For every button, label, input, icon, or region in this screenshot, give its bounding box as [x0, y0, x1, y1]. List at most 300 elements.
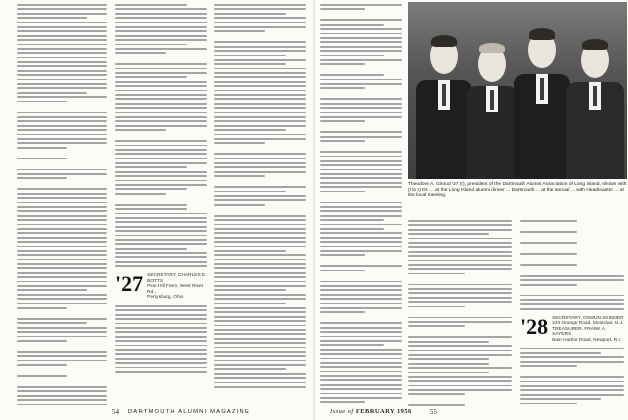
text-line — [17, 224, 107, 226]
text-line — [17, 65, 107, 67]
text-line — [214, 386, 306, 388]
text-line — [214, 347, 306, 349]
text-line — [17, 39, 107, 41]
text-line — [520, 284, 577, 286]
text-line — [320, 358, 402, 360]
text-line — [115, 309, 207, 311]
text-line — [214, 307, 306, 309]
text-line — [214, 94, 306, 96]
text-line — [408, 325, 465, 327]
text-line — [17, 92, 87, 94]
text-line — [320, 349, 402, 351]
text-line — [115, 145, 207, 147]
text-line — [17, 318, 107, 320]
text-line — [17, 215, 107, 217]
text-line — [115, 98, 207, 100]
text-line — [17, 228, 107, 230]
text-line — [17, 237, 107, 239]
text-line — [214, 303, 286, 305]
text-line — [320, 371, 402, 373]
text-line — [214, 129, 286, 131]
person-4 — [566, 36, 624, 179]
class-year: '28 — [520, 313, 549, 339]
text-line — [520, 242, 577, 244]
class-officers: SECRETARY, CHARLES E. BOTTS Pine Hill Farm, West River Rd., Perrysburg, Ohio — [147, 273, 207, 301]
text-line — [17, 116, 107, 118]
text-line — [320, 331, 402, 333]
text-line — [115, 226, 207, 228]
text-line — [17, 13, 107, 15]
text-line — [320, 112, 402, 114]
text-line — [214, 120, 306, 122]
text-line — [320, 228, 384, 230]
text-line — [320, 265, 402, 267]
text-line — [520, 385, 624, 387]
text-line — [520, 403, 577, 405]
text-line — [320, 353, 402, 355]
text-line — [17, 30, 107, 32]
text-line — [115, 162, 207, 164]
text-line — [115, 76, 187, 78]
text-line — [115, 153, 207, 155]
text-line — [115, 116, 207, 118]
text-line — [214, 162, 306, 164]
text-line — [320, 294, 402, 296]
text-line — [115, 349, 207, 351]
text-line — [115, 48, 207, 50]
text-line — [115, 362, 207, 364]
text-line — [17, 44, 107, 46]
text-line — [214, 55, 286, 57]
text-line — [320, 322, 402, 324]
text-line — [214, 351, 306, 353]
text-line — [408, 264, 512, 266]
text-line — [17, 177, 67, 179]
person-3 — [514, 24, 570, 179]
text-line — [115, 204, 187, 206]
text-line — [320, 340, 402, 342]
text-line — [17, 285, 107, 287]
text-line — [115, 35, 207, 37]
text-line — [408, 321, 512, 323]
text-line — [115, 125, 207, 127]
text-line — [320, 4, 402, 6]
text-line — [214, 112, 306, 114]
text-line — [17, 250, 107, 252]
text-line — [17, 298, 107, 300]
text-line — [115, 175, 207, 177]
text-line — [320, 246, 402, 248]
text-line — [408, 393, 465, 395]
text-line — [214, 186, 306, 188]
text-line — [214, 8, 306, 10]
text-line — [320, 241, 402, 243]
text-line — [214, 250, 286, 252]
text-line — [320, 169, 402, 171]
text-line — [320, 379, 402, 381]
text-line — [17, 303, 107, 305]
text-line — [214, 134, 306, 136]
text-line — [408, 273, 465, 275]
text-line — [214, 219, 306, 221]
text-line — [115, 336, 207, 338]
text-line — [17, 48, 107, 50]
text-line — [115, 44, 187, 46]
text-line — [320, 33, 402, 35]
text-line — [17, 79, 107, 81]
text-line — [17, 399, 107, 401]
page-number-right: 55 — [430, 408, 437, 416]
text-line — [214, 329, 306, 331]
text-line — [115, 39, 207, 41]
text-line — [115, 358, 207, 360]
text-line — [320, 219, 384, 221]
text-line — [408, 358, 489, 360]
text-line — [320, 136, 402, 138]
text-line — [214, 333, 306, 335]
text-line — [408, 297, 512, 299]
text-line — [214, 158, 306, 160]
text-line — [408, 233, 489, 235]
text-line — [115, 129, 166, 131]
text-line — [320, 151, 402, 153]
text-line — [214, 311, 306, 313]
text-line — [320, 202, 402, 204]
text-line — [17, 158, 67, 160]
text-line — [408, 363, 489, 365]
text-line — [17, 289, 87, 291]
text-line — [320, 87, 365, 89]
text-line — [214, 232, 306, 234]
text-line — [17, 138, 107, 140]
text-line — [408, 376, 512, 378]
text-line — [408, 350, 512, 352]
text-line — [115, 22, 207, 24]
text-line — [520, 376, 624, 378]
text-line — [115, 208, 187, 210]
text-line — [520, 253, 577, 255]
text-line — [408, 242, 512, 244]
text-line — [320, 393, 402, 395]
text-line — [320, 63, 365, 65]
text-line — [115, 265, 207, 267]
text-line — [520, 365, 577, 367]
text-line — [320, 83, 402, 85]
text-line — [115, 81, 207, 83]
text-line — [115, 140, 207, 142]
text-line — [520, 220, 577, 222]
text-line — [408, 301, 512, 303]
text-line — [214, 360, 306, 362]
text-line — [214, 281, 306, 283]
right-column-1 — [320, 4, 402, 406]
text-line — [17, 197, 107, 199]
text-line — [115, 367, 207, 369]
text-line — [214, 13, 286, 15]
text-line — [17, 259, 107, 261]
text-line — [115, 353, 207, 355]
text-line — [17, 246, 107, 248]
text-line — [214, 166, 306, 168]
text-line — [17, 4, 107, 6]
text-line — [17, 241, 107, 243]
text-line — [408, 306, 465, 308]
text-line — [320, 107, 402, 109]
text-line — [320, 50, 402, 52]
text-line — [17, 8, 107, 10]
text-line — [115, 72, 207, 74]
text-line — [17, 96, 107, 98]
text-line — [214, 175, 265, 177]
text-line — [214, 153, 306, 155]
text-line — [320, 362, 402, 364]
text-line — [17, 351, 107, 353]
text-line — [17, 206, 107, 208]
text-line — [115, 4, 187, 6]
text-line — [214, 294, 306, 296]
text-line — [320, 215, 402, 217]
text-line — [214, 4, 306, 6]
text-line — [520, 299, 624, 301]
text-line — [214, 285, 306, 287]
text-line — [17, 57, 107, 59]
text-line — [214, 267, 306, 269]
text-line — [115, 26, 207, 28]
text-line — [115, 120, 207, 122]
text-line — [17, 267, 107, 269]
text-line — [520, 295, 624, 297]
text-line — [320, 186, 402, 188]
text-line — [214, 316, 306, 318]
text-line — [17, 219, 107, 221]
text-line — [320, 98, 402, 100]
text-line — [17, 87, 107, 89]
class-officers: SECRETARY, OSMUN SKINNER 244 Orange Road, Montclair, N.J. TREASURER, FRANK A. SAYERS Bain Harbor Road, Newport, R.I. — [552, 315, 624, 344]
person-1 — [416, 32, 472, 179]
text-line — [17, 254, 107, 256]
text-line — [320, 224, 402, 226]
photo-caption: Theodore A. Giroud '27 (r), president of the Dartmouth Alumni Association of Long Island, shown with (l to r) Dr. ... at the Long Island alumni dinner ... Dartmouth ... at the annual ... with Headmaster ... at the local meeting. — [408, 182, 627, 199]
text-line — [115, 230, 207, 232]
text-line — [320, 289, 402, 291]
text-line — [408, 389, 512, 391]
text-line — [408, 345, 512, 347]
text-line — [214, 98, 306, 100]
text-line — [214, 85, 306, 87]
text-line — [320, 19, 402, 21]
text-line — [115, 13, 207, 15]
text-line — [115, 345, 207, 347]
text-line — [115, 158, 207, 160]
text-line — [408, 224, 512, 226]
text-line — [17, 307, 67, 309]
text-line — [408, 288, 512, 290]
text-line — [115, 340, 207, 342]
text-line — [520, 231, 577, 233]
text-line — [408, 246, 512, 248]
text-line — [408, 336, 512, 338]
text-line — [17, 404, 107, 406]
text-line — [320, 191, 365, 193]
issue-footer: Issue of FEBRUARY 1956 — [330, 408, 412, 415]
alumni-group-photo — [408, 2, 627, 179]
text-line — [320, 74, 384, 76]
text-line — [115, 256, 207, 258]
text-line — [115, 85, 207, 87]
text-line — [320, 366, 402, 368]
text-line — [214, 22, 306, 24]
text-line — [320, 336, 402, 338]
text-line — [320, 41, 402, 43]
text-line — [520, 264, 577, 266]
text-line — [115, 243, 207, 245]
text-line — [408, 238, 512, 240]
text-line — [320, 397, 402, 399]
text-line — [214, 342, 306, 344]
text-line — [17, 112, 107, 114]
text-line — [320, 120, 365, 122]
text-line — [320, 164, 402, 166]
text-line — [214, 259, 306, 261]
text-line — [520, 398, 601, 400]
text-line — [214, 382, 306, 384]
text-line — [17, 22, 107, 24]
text-line — [17, 272, 107, 274]
text-line — [115, 166, 187, 168]
text-line — [214, 191, 286, 193]
text-line — [17, 263, 107, 265]
text-line — [17, 395, 107, 397]
text-line — [17, 101, 67, 103]
page-number-left: 54 — [112, 408, 119, 416]
text-line — [214, 298, 306, 300]
text-line — [320, 55, 384, 57]
text-line — [214, 103, 306, 105]
text-line — [320, 254, 365, 256]
text-line — [115, 63, 207, 65]
text-line — [17, 386, 107, 388]
magazine-footer: DARTMOUTH ALUMNI MAGAZINE — [128, 409, 251, 415]
text-line — [214, 72, 306, 74]
class-year: '27 — [115, 271, 144, 297]
text-line — [320, 384, 402, 386]
text-line — [115, 52, 166, 54]
text-line — [320, 303, 402, 305]
text-line — [320, 173, 402, 175]
text-line — [520, 352, 601, 354]
text-line — [115, 68, 207, 70]
text-line — [520, 381, 624, 383]
text-line — [115, 327, 207, 329]
text-line — [214, 68, 306, 70]
text-line — [214, 320, 306, 322]
text-line — [214, 289, 286, 291]
text-line — [214, 46, 306, 48]
text-line — [17, 355, 107, 357]
text-line — [214, 364, 306, 366]
text-line — [214, 59, 306, 61]
text-line — [320, 131, 402, 133]
text-line — [320, 160, 402, 162]
text-line — [408, 251, 512, 253]
text-line — [115, 217, 207, 219]
text-line — [408, 385, 512, 387]
text-line — [115, 248, 187, 250]
text-line — [115, 171, 207, 173]
text-line — [320, 375, 402, 377]
text-line — [214, 50, 306, 52]
text-line — [214, 241, 306, 243]
text-line — [17, 147, 67, 149]
text-line — [320, 28, 402, 30]
text-line — [17, 327, 107, 329]
text-line — [408, 317, 512, 319]
text-line — [17, 26, 107, 28]
class-heading-27 — [115, 273, 207, 301]
text-line — [320, 59, 402, 61]
text-line — [320, 401, 365, 403]
right-column-2 — [408, 220, 512, 406]
text-line — [408, 284, 512, 286]
text-line — [214, 17, 306, 19]
text-line — [214, 125, 306, 127]
right-column-3 — [520, 220, 624, 406]
text-line — [115, 90, 207, 92]
text-line — [115, 149, 207, 151]
text-line — [17, 52, 107, 54]
text-line — [408, 341, 489, 343]
text-line — [320, 182, 402, 184]
text-line — [214, 63, 286, 65]
text-line — [214, 138, 306, 140]
text-line — [520, 308, 624, 310]
text-line — [320, 307, 402, 309]
text-line — [320, 281, 402, 283]
text-line — [17, 360, 107, 362]
text-line — [17, 364, 67, 366]
text-line — [17, 120, 107, 122]
text-line — [520, 279, 624, 281]
text-line — [520, 389, 624, 391]
text-line — [17, 169, 107, 171]
text-line — [320, 8, 365, 10]
text-line — [214, 30, 265, 32]
text-line — [408, 354, 512, 356]
text-line — [17, 232, 107, 234]
text-line — [214, 228, 306, 230]
text-line — [17, 210, 107, 212]
text-line — [214, 355, 306, 357]
text-line — [214, 276, 306, 278]
text-line — [520, 361, 624, 363]
text-line — [320, 79, 402, 81]
text-line — [214, 26, 306, 28]
text-line — [115, 371, 207, 373]
text-line — [214, 224, 306, 226]
text-line — [214, 254, 306, 256]
text-line — [17, 276, 107, 278]
text-line — [115, 261, 207, 263]
class-heading-28 — [520, 313, 624, 344]
text-line — [214, 107, 306, 109]
text-line — [17, 70, 107, 72]
text-line — [115, 213, 207, 215]
text-line — [17, 390, 107, 392]
text-line — [115, 107, 207, 109]
text-line — [17, 202, 107, 204]
text-line — [520, 303, 624, 305]
text-line — [17, 74, 107, 76]
